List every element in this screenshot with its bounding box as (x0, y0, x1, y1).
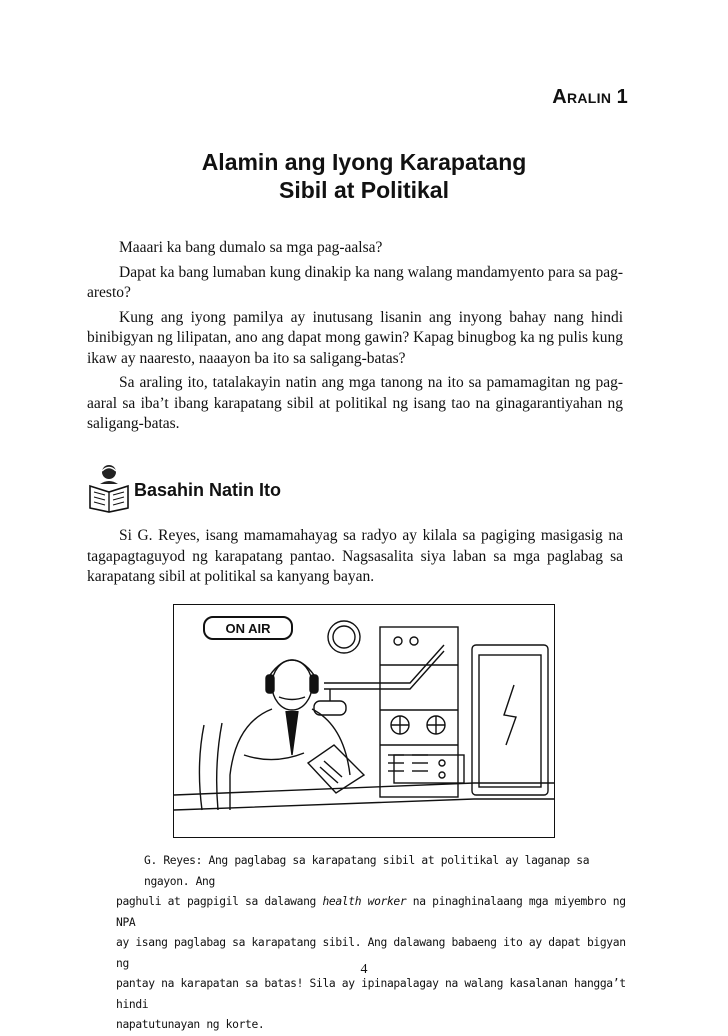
lesson-label (552, 86, 628, 109)
intro-paragraph: Sa araling ito, tatalakayin natin ang mga tanong na ito sa pamamagitan ng pag-aaral sa iba’t ibang karapatang sibil at politikal ng isang tao na ginagarantiyahan ng saligang-batas. (87, 374, 623, 432)
illustration-caption (116, 851, 628, 1036)
intro-paragraph: Maaari ka bang dumalo sa mga pag-aalsa? (119, 239, 383, 256)
section-text (87, 526, 623, 592)
section-heading: Basahin Natin Ito (134, 480, 282, 500)
caption-line: napatutunayan ng korte. (116, 1018, 265, 1031)
caption-line: G. Reyes: Ang paglabag sa karapatang sibil at politikal ay laganap sa ngayon. Ang (144, 854, 590, 888)
lesson-label-initial: A (552, 86, 567, 108)
caption-line: ay isang paglabag sa karapatang sibil. Ang dalawang babaeng ito ay dapat bigyan ng (116, 936, 626, 970)
radio-studio-drawing (174, 605, 554, 837)
intro-paragraph: Dapat ka bang lumaban kung dinakip ka nang walang mandamyento para sa pag-aresto? (87, 263, 623, 301)
intro-paragraph: Kung ang iyong pamilya ay inutusang lisanin ang inyong bahay nang hindi binibigyan ng lilipatan, ano ang dapat mong gawin? Kapag binugbog ka ng pulis kung ikaw ay naaresto, naaayon ba ito sa saligang-batas? (87, 308, 623, 367)
on-air-sign: ON AIR (225, 621, 271, 636)
caption-line: paghuli at pagpigil sa dalawang health worker na pinaghinalaang mga miyembro ng NPA (116, 895, 626, 929)
section-header (86, 460, 486, 516)
lesson-number: 1 (616, 86, 628, 108)
reading-person-icon (86, 462, 132, 514)
section-paragraph: Si G. Reyes, isang mamamahayag sa radyo ay kilala sa pagiging masigasig na tagapagtaguyod ng karapatang pantao. Nagsasalita siya laban sa mga paglabag sa karapatang sibil at politikal sa kanyang bayan. (87, 527, 623, 585)
lesson-title-line1: Alamin ang Iyong Karapatang (201, 149, 527, 175)
page-number: 4 (360, 962, 368, 977)
radio-announcer-illustration (173, 604, 555, 838)
lesson-title-line2: Sibil at Politikal (279, 177, 449, 203)
caption-line: pantay na karapatan sa batas! Sila ay ipinapalagay na walang kasalanan hangga’t hindi (116, 977, 626, 1011)
intro-text (87, 238, 623, 439)
lesson-label-rest: RALIN (566, 90, 612, 106)
lesson-title (0, 148, 728, 204)
